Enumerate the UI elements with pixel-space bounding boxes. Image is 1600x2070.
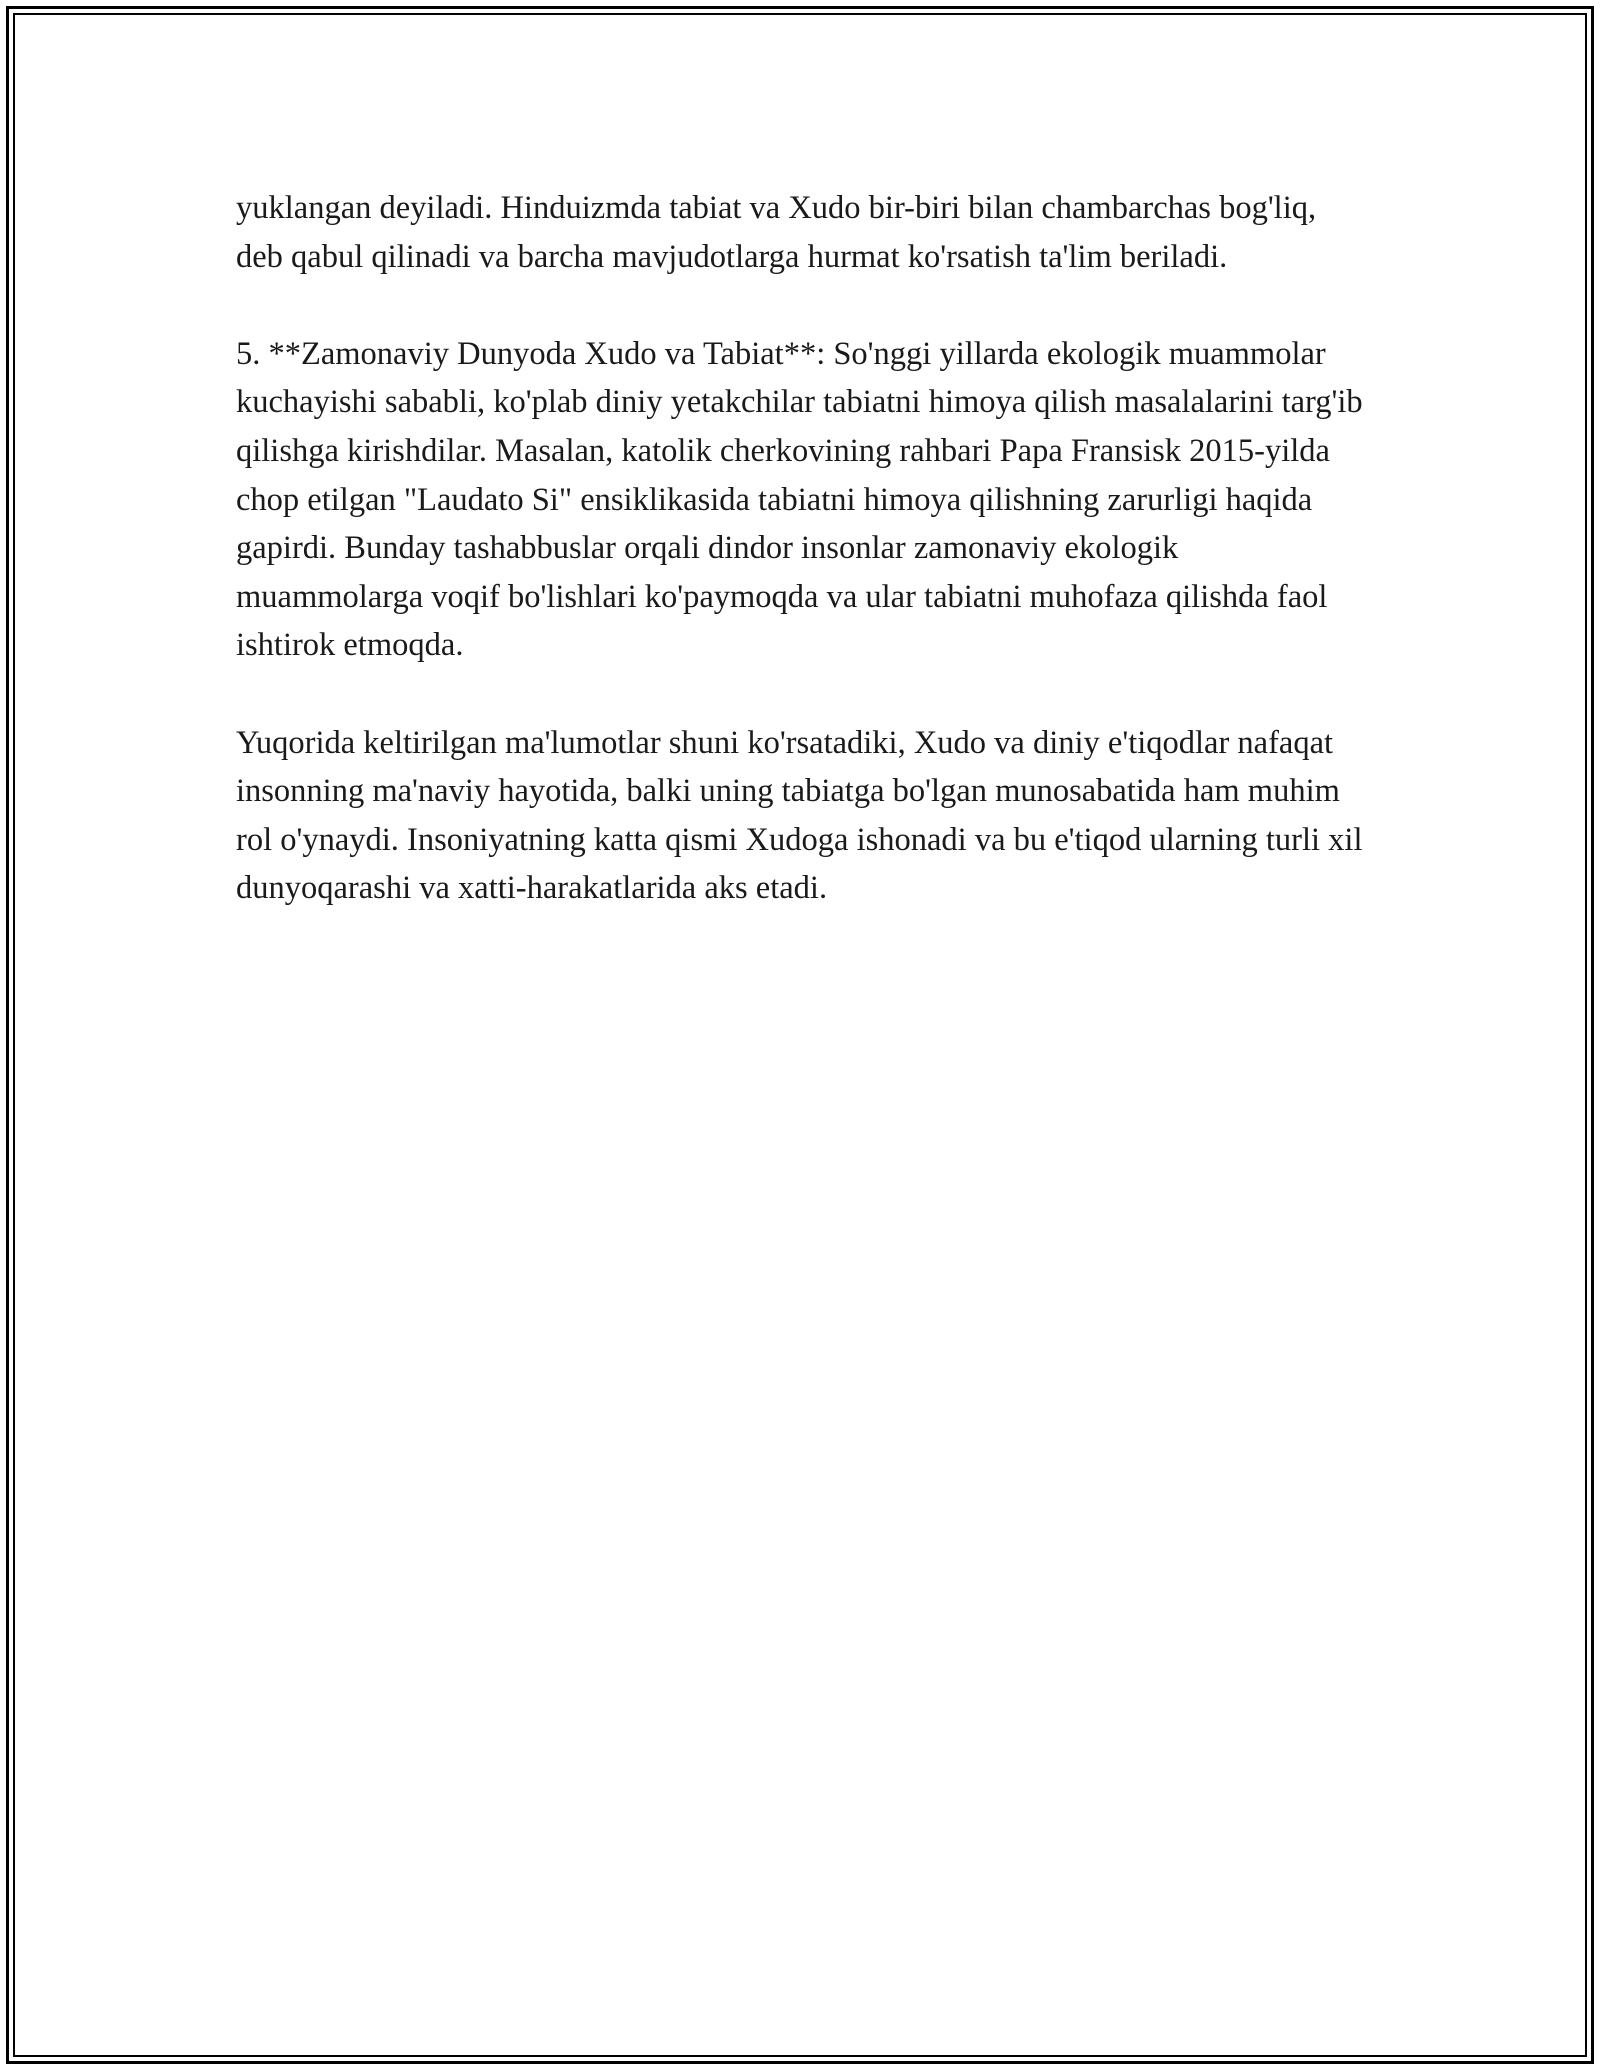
paragraph-hinduism-continuation: yuklangan deyiladi. Hinduizmda tabiat va Xudo bir-biri bilan chambarchas bog'liq, deb qabul qilinadi va barcha mavjudotlarga hurmat ko'rsatish ta'lim beriladi. xyxy=(236,190,1317,275)
document-body xyxy=(236,184,1366,962)
paragraph-conclusion: Yuqorida keltirilgan ma'lumotlar shuni ko'rsatadiki, Xudo va diniy e'tiqodlar nafaqat insonning ma'naviy hayotida, balki uning tabiatga bo'lgan munosabatida ham muhim rol o'ynaydi. Insoniyatning katta qismi Xudoga ishonadi va bu e'tiqod ularning turli xil dunyoqarashi va xatti-harakatlarida aks etadi. xyxy=(236,724,1363,907)
paragraph-modern-world: 5. **Zamonaviy Dunyoda Xudo va Tabiat**: So'nggi yillarda ekologik muammolar kuchayishi sababli, ko'plab diniy yetakchilar tabiatni himoya qilish masalalarini targ'ib qilishga kirishdilar. Masalan, katolik cherkovining rahbari Papa Fransisk 2015-yilda chop etilgan "Laudato Si" ensiklikasida tabiatni himoya qilishning zarurligi haqida gapirdi. Bunday tashabbuslar orqali dindor insonlar zamonaviy ekologik muammolarga voqif bo'lishlari ko'paymoqda va ular tabiatni muhofaza qilishda faol ishtirok etmoqda. xyxy=(236,335,1363,664)
